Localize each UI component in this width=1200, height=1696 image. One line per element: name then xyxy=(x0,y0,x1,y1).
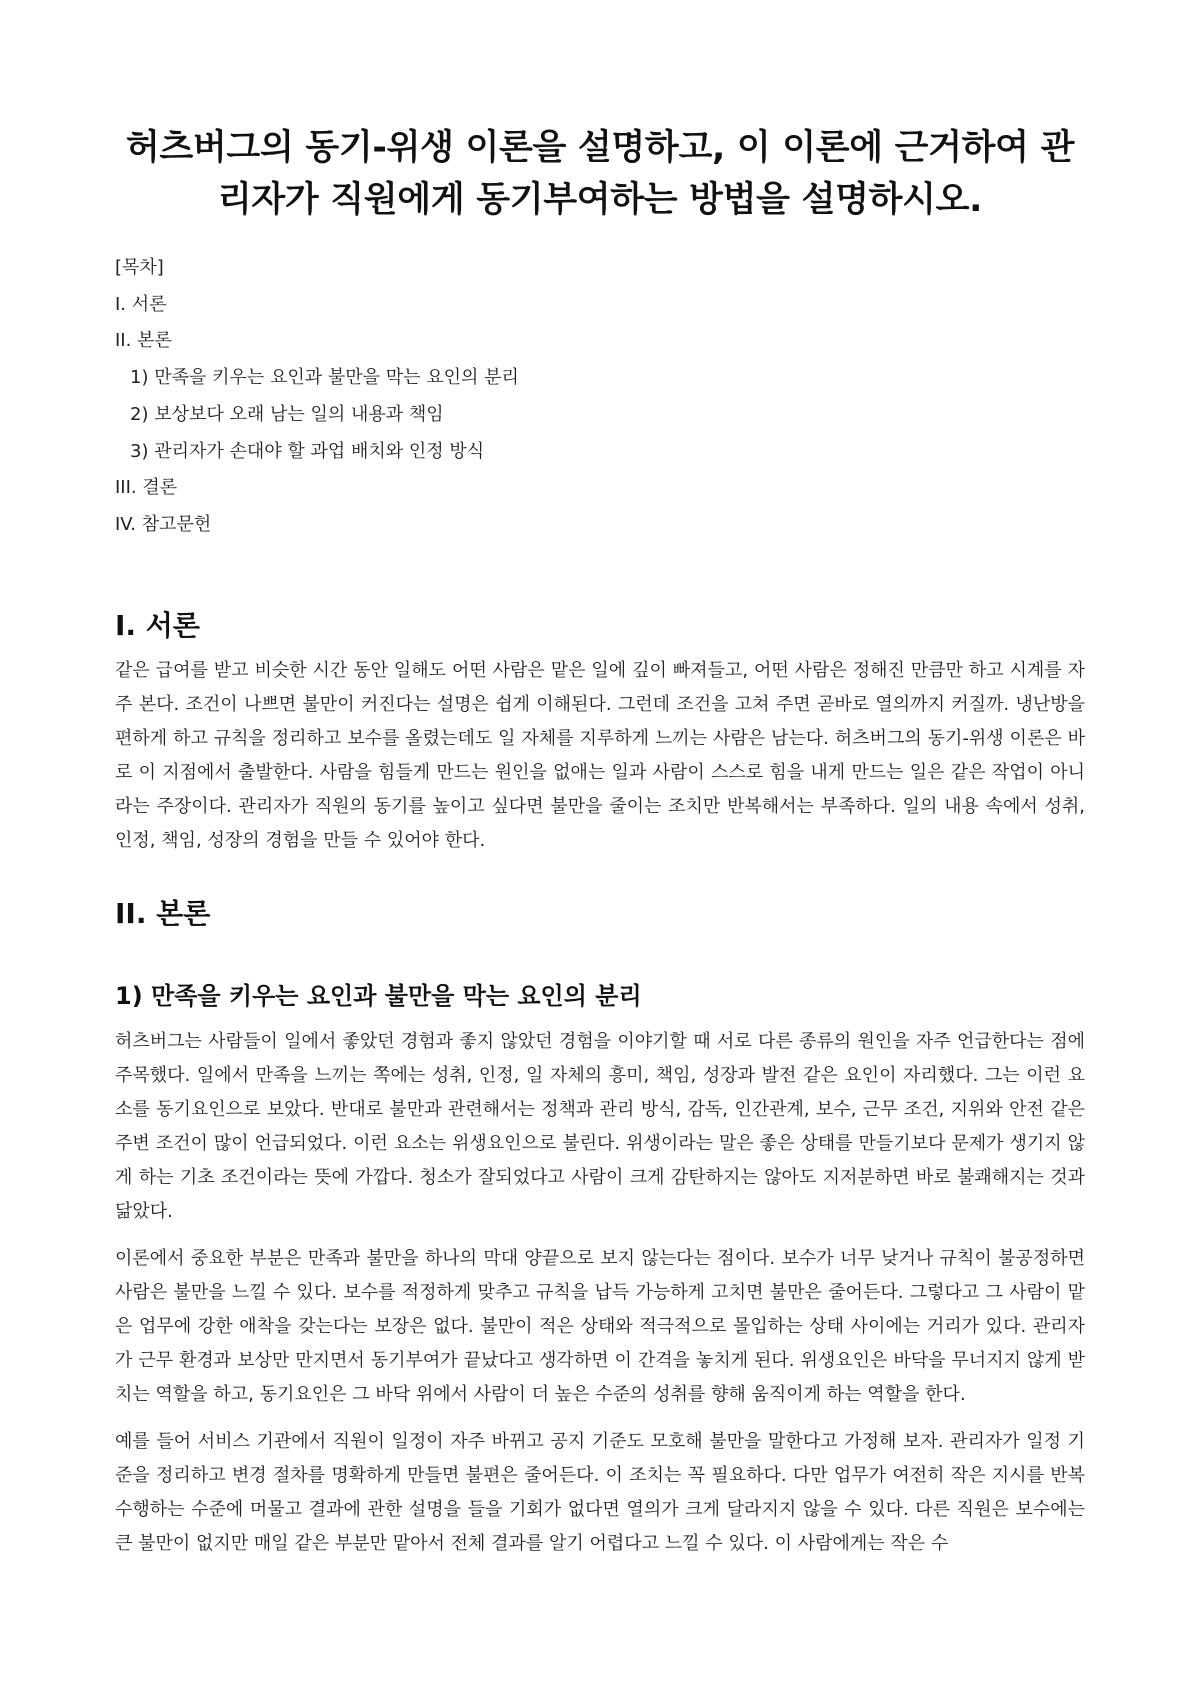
toc-subitem-2: 2) 보상보다 오래 남는 일의 내용과 책임 xyxy=(130,403,444,425)
toc-heading: [목차] xyxy=(115,257,164,278)
subsection-heading-1: 1) 만족을 키우는 요인과 불만을 막는 요인의 분리 xyxy=(115,981,642,1010)
toc-item-intro: I. 서론 xyxy=(115,293,167,315)
section-heading-intro: I. 서론 xyxy=(115,608,200,642)
section-heading-body: II. 본론 xyxy=(115,896,211,930)
toc-item-references: IV. 참고문헌 xyxy=(115,513,212,535)
toc-item-body: II. 본론 xyxy=(115,330,172,352)
body-paragraph: 허츠버그는 사람들이 일에서 좋았던 경험과 좋지 않았던 경험을 이야기할 때 서로 다른 종류의 원인을 자주 언급한다는 점에 주목했다. 일에서 만족을 느끼는 쪽에는 성취, 인정, 일 자체의 흥미, 책임, 성장과 발전 같은 요인이 자리했다. 그는 이런 요소를 동기요인으로 보았다. 반대로 불만과 관련해서는 정책과 관리 방식, 감독, 인간관계, 보수, 근무 조건, 지위와 안전 같은 주변 조건이 많이 언급되었다. 이런 요소는 위생요인으로 불린다. 위생이라는 말은 좋은 상태를 만들기보다 문제가 생기지 않게 하는 기초 조건이라는 뜻에 가깝다. 청소가 잘되었다고 사람이 크게 감탄하지는 않아도 지저분하면 바로 불쾌해지는 것과 닮았다. xyxy=(115,1030,1085,1222)
table-of-contents xyxy=(115,250,1085,544)
toc-subitem-1: 1) 만족을 키우는 요인과 불만을 막는 요인의 분리 xyxy=(130,367,519,389)
toc-subitem-3: 3) 관리자가 손대야 할 과업 배치와 인정 방식 xyxy=(130,440,485,462)
toc-item-conclusion: III. 결론 xyxy=(115,477,178,499)
page-title: 허츠버그의 동기-위생 이론을 설명하고, 이 이론에 근거하여 관리자가 직원에게 동기부여하는 방법을 설명하시오. xyxy=(125,128,1075,220)
body-paragraph: 예를 들어 서비스 기관에서 직원이 일정이 자주 바뀌고 공지 기준도 모호해 불만을 말한다고 가정해 보자. 관리자가 일정 기준을 정리하고 변경 절차를 명확하게 만들면 불편은 줄어든다. 이 조치는 꼭 필요하다. 다만 업무가 여전히 작은 지시를 반복 수행하는 수준에 머물고 결과에 관한 설명을 들을 기회가 없다면 열의가 크게 달라지지 않을 수 있다. 다른 직원은 보수에는 큰 불만이 없지만 매일 같은 부분만 맡아서 전체 결과를 알기 어렵다고 느낄 수 있다. 이 사람에게는 작은 수 xyxy=(115,1430,1086,1554)
body-paragraph: 이론에서 중요한 부분은 만족과 불만을 하나의 막대 양끝으로 보지 않는다는 점이다. 보수가 너무 낮거나 규칙이 불공정하면 사람은 불만을 느낄 수 있다. 보수를 적정하게 맞추고 규칙을 납득 가능하게 고치면 불만은 줄어든다. 그렇다고 그 사람이 맡은 업무에 강한 애착을 갖는다는 보장은 없다. 불만이 적은 상태와 적극적으로 몰입하는 상태 사이에는 거리가 있다. 관리자가 근무 환경과 보상만 만지면서 동기부여가 끝났다고 생각하면 이 간격을 놓치게 된다. 위생요인은 바닥을 무너지지 않게 받치는 역할을 하고, 동기요인은 그 바닥 위에서 사람이 더 높은 수준의 성취를 향해 움직이게 하는 역할을 한다. xyxy=(115,1247,1086,1405)
intro-paragraph: 같은 급여를 받고 비슷한 시간 동안 일해도 어떤 사람은 맡은 일에 깊이 빠져들고, 어떤 사람은 정해진 만큼만 하고 시계를 자주 본다. 조건이 나쁘면 불만이 커진다는 설명은 쉽게 이해된다. 그런데 조건을 고쳐 주면 곧바로 열의까지 커질까. 냉난방을 편하게 하고 규칙을 정리하고 보수를 올렸는데도 일 자체를 지루하게 느끼는 사람은 남는다. 허츠버그의 동기-위생 이론은 바로 이 지점에서 출발한다. 사람을 힘들게 만드는 원인을 없애는 일과 사람이 스스로 힘을 내게 만드는 일은 같은 작업이 아니라는 주장이다. 관리자가 직원의 동기를 높이고 싶다면 불만을 줄이는 조치만 반복해서는 부족하다. 일의 내용 속에서 성취, 인정, 책임, 성장의 경험을 만들 수 있어야 한다. xyxy=(115,659,1085,851)
